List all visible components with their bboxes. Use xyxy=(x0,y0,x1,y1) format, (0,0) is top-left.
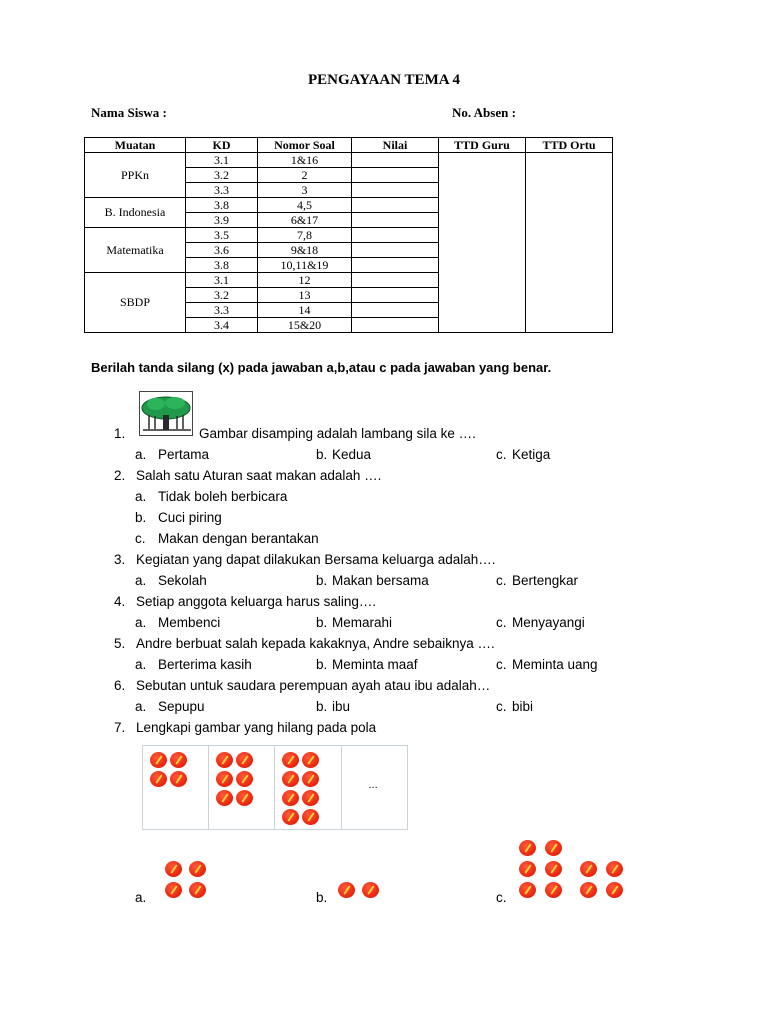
pattern-blank-mark: ... xyxy=(368,779,378,791)
red-circle-icon xyxy=(302,809,319,825)
score-table xyxy=(84,137,613,333)
score-cell[interactable] xyxy=(352,258,439,273)
red-circle-icon xyxy=(282,809,299,825)
subject-cell: Matematika xyxy=(85,228,186,273)
option-letter: b. xyxy=(316,657,328,672)
question-text: Kegiatan yang dapat dilakukan Bersama keluarga adalah…. xyxy=(136,552,496,567)
option-letter: a. xyxy=(135,489,147,504)
question-number-cell: 12 xyxy=(258,273,352,288)
option-letter: c. xyxy=(496,615,507,630)
red-circle-icon xyxy=(545,861,562,877)
red-circle-icon xyxy=(282,752,299,768)
option-text: Sepupu xyxy=(158,699,205,714)
option-text: Bertengkar xyxy=(512,573,579,588)
score-cell[interactable] xyxy=(352,168,439,183)
option-letter: b. xyxy=(135,510,147,525)
page-title: PENGAYAAN TEMA 4 xyxy=(308,72,460,88)
question-number: 7. xyxy=(114,720,126,735)
question-text: Setiap anggota keluarga harus saling…. xyxy=(136,594,377,609)
question-text: Lengkapi gambar yang hilang pada pola xyxy=(136,720,377,735)
red-circle-icon xyxy=(282,790,299,806)
red-circle-icon xyxy=(236,790,253,806)
question-number-cell: 14 xyxy=(258,303,352,318)
question-number: 2. xyxy=(114,468,126,483)
score-table-body xyxy=(85,153,613,333)
option-text: Tidak boleh berbicara xyxy=(158,489,288,504)
red-circle-icon xyxy=(545,882,562,898)
pattern-cell-blank xyxy=(342,746,408,829)
col-header-ttd-guru: TTD Guru xyxy=(439,138,526,153)
teacher-signature-cell[interactable] xyxy=(439,153,526,333)
score-cell[interactable] xyxy=(352,183,439,198)
option-letter: c. xyxy=(496,699,507,714)
question-number-cell: 2 xyxy=(258,168,352,183)
question-number-cell: 6&17 xyxy=(258,213,352,228)
score-cell[interactable] xyxy=(352,288,439,303)
question-number-cell: 3 xyxy=(258,183,352,198)
red-circle-icon xyxy=(580,861,597,877)
question-number: 3. xyxy=(114,552,126,567)
red-circle-icon xyxy=(519,882,536,898)
subject-cell: PPKn xyxy=(85,153,186,198)
red-circle-icon xyxy=(189,861,206,877)
score-cell[interactable] xyxy=(352,303,439,318)
option-letter: a. xyxy=(135,573,147,588)
option-letter: c. xyxy=(496,657,507,672)
red-circle-icon xyxy=(216,790,233,806)
option-text: bibi xyxy=(512,699,534,714)
score-cell[interactable] xyxy=(352,273,439,288)
option-text: Membenci xyxy=(158,615,221,630)
question-number: 6. xyxy=(114,678,126,693)
red-circle-icon xyxy=(189,882,206,898)
option-letter: b. xyxy=(316,573,328,588)
kd-cell: 3.1 xyxy=(186,273,258,288)
red-circle-icon xyxy=(216,771,233,787)
option-letter: c. xyxy=(135,531,146,546)
red-circle-icon xyxy=(338,882,355,898)
red-circle-icon xyxy=(282,771,299,787)
option-text: Makan bersama xyxy=(332,573,429,588)
option-text: Ketiga xyxy=(512,447,551,462)
score-cell[interactable] xyxy=(352,243,439,258)
kd-cell: 3.5 xyxy=(186,228,258,243)
red-circle-icon xyxy=(519,840,536,856)
option-text: Cuci piring xyxy=(158,510,222,525)
col-header-nomor-soal: Nomor Soal xyxy=(258,138,352,153)
question-number: 4. xyxy=(114,594,126,609)
question-number: 1. xyxy=(114,426,126,441)
option-letter: c. xyxy=(496,573,507,588)
question-text: Salah satu Aturan saat makan adalah …. xyxy=(136,468,382,483)
score-cell[interactable] xyxy=(352,318,439,333)
pattern-box xyxy=(142,745,408,830)
option-text: Makan dengan berantakan xyxy=(158,531,319,546)
answer-c-label: c. xyxy=(496,890,507,905)
score-cell[interactable] xyxy=(352,153,439,168)
kd-cell: 3.1 xyxy=(186,153,258,168)
red-circle-icon xyxy=(236,771,253,787)
option-text: ibu xyxy=(332,699,351,714)
kd-cell: 3.8 xyxy=(186,258,258,273)
red-circle-icon xyxy=(606,861,623,877)
red-circle-icon xyxy=(606,882,623,898)
student-name-label: Nama Siswa : xyxy=(91,105,167,120)
option-letter: b. xyxy=(316,699,328,714)
red-circle-icon xyxy=(216,752,233,768)
parent-signature-cell[interactable] xyxy=(526,153,613,333)
option-text: Meminta maaf xyxy=(332,657,418,672)
red-circle-icon xyxy=(150,771,167,787)
option-letter: b. xyxy=(316,615,328,630)
score-cell[interactable] xyxy=(352,228,439,243)
col-header-muatan: Muatan xyxy=(85,138,186,153)
option-letter: a. xyxy=(135,447,147,462)
red-circle-icon xyxy=(165,882,182,898)
red-circle-icon xyxy=(362,882,379,898)
option-text: Pertama xyxy=(158,447,210,462)
question-number: 5. xyxy=(114,636,126,651)
red-circle-icon xyxy=(150,752,167,768)
red-circle-icon xyxy=(302,771,319,787)
red-circle-icon xyxy=(580,882,597,898)
question-number-cell: 9&18 xyxy=(258,243,352,258)
kd-cell: 3.2 xyxy=(186,288,258,303)
red-circle-icon xyxy=(545,840,562,856)
instruction-text: Berilah tanda silang (x) pada jawaban a,b,atau c pada jawaban yang benar. xyxy=(91,360,552,375)
pattern-cell-3 xyxy=(275,746,342,829)
option-letter: a. xyxy=(135,615,147,630)
red-circle-icon xyxy=(302,752,319,768)
pattern-cell-1 xyxy=(143,746,209,829)
kd-cell: 3.8 xyxy=(186,198,258,213)
question-number-cell: 7,8 xyxy=(258,228,352,243)
option-letter: a. xyxy=(135,699,147,714)
subject-cell: B. Indonesia xyxy=(85,198,186,228)
kd-cell: 3.4 xyxy=(186,318,258,333)
banyan-tree-icon xyxy=(139,391,195,437)
option-text: Meminta uang xyxy=(512,657,598,672)
pattern-cell-2 xyxy=(209,746,276,829)
option-text: Sekolah xyxy=(158,573,207,588)
col-header-nilai: Nilai xyxy=(352,138,439,153)
table-row xyxy=(85,153,613,168)
answer-b-label: b. xyxy=(316,890,328,905)
question-text: Andre berbuat salah kepada kakaknya, Andre sebaiknya …. xyxy=(136,636,495,651)
kd-cell: 3.3 xyxy=(186,183,258,198)
red-circle-icon xyxy=(519,861,536,877)
option-letter: c. xyxy=(496,447,507,462)
option-text: Menyayangi xyxy=(512,615,585,630)
kd-cell: 3.2 xyxy=(186,168,258,183)
question-text: Gambar disamping adalah lambang sila ke …. xyxy=(199,426,476,441)
subject-cell: SBDP xyxy=(85,273,186,333)
option-letter: a. xyxy=(135,657,147,672)
option-text: Berterima kasih xyxy=(158,657,252,672)
kd-cell: 3.9 xyxy=(186,213,258,228)
red-circle-icon xyxy=(165,861,182,877)
kd-cell: 3.6 xyxy=(186,243,258,258)
red-circle-icon xyxy=(236,752,253,768)
red-circle-icon xyxy=(170,771,187,787)
option-text: Kedua xyxy=(332,447,372,462)
red-circle-icon xyxy=(302,790,319,806)
col-header-ttd-ortu: TTD Ortu xyxy=(526,138,613,153)
col-header-kd: KD xyxy=(186,138,258,153)
question-number-cell: 13 xyxy=(258,288,352,303)
score-cell[interactable] xyxy=(352,213,439,228)
question-number-cell: 15&20 xyxy=(258,318,352,333)
option-text: Memarahi xyxy=(332,615,393,630)
question-number-cell: 4,5 xyxy=(258,198,352,213)
question-text: Sebutan untuk saudara perempuan ayah atau ibu adalah… xyxy=(136,678,491,693)
kd-cell: 3.3 xyxy=(186,303,258,318)
question-number-cell: 1&16 xyxy=(258,153,352,168)
option-letter: b. xyxy=(316,447,328,462)
absen-number-label: No. Absen : xyxy=(452,105,516,120)
red-circle-icon xyxy=(170,752,187,768)
answer-a-label: a. xyxy=(135,890,147,905)
question-number-cell: 10,11&19 xyxy=(258,258,352,273)
score-cell[interactable] xyxy=(352,198,439,213)
